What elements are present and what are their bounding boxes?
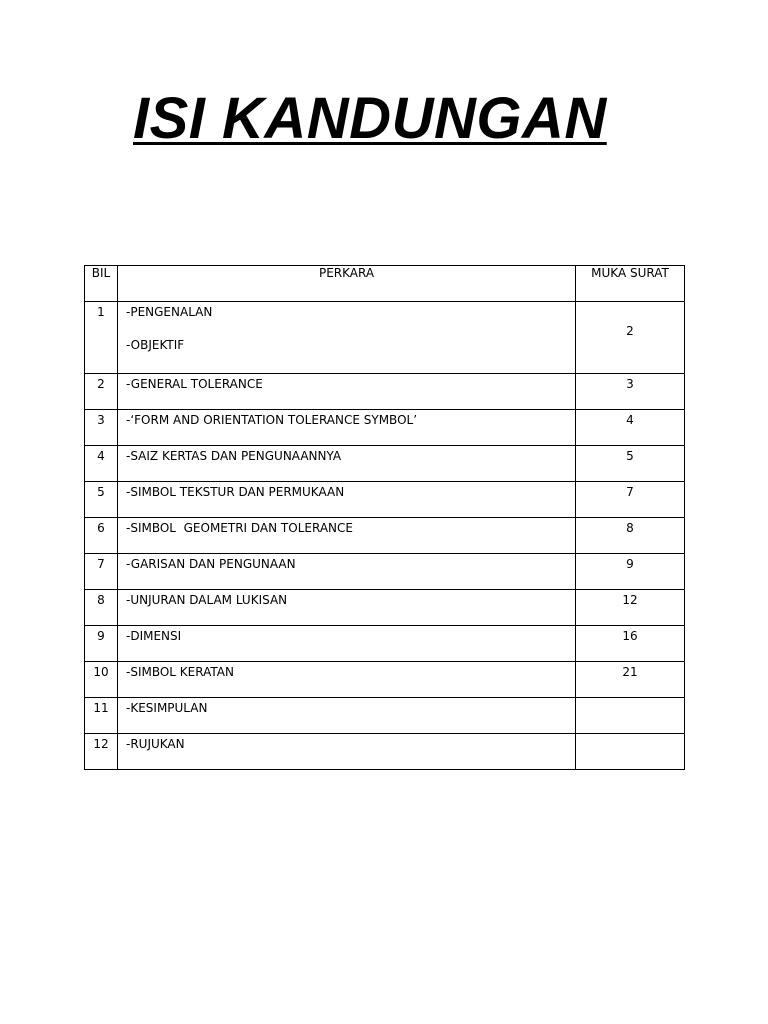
row-number: 7	[85, 554, 118, 590]
row-page-number: 4	[576, 410, 685, 446]
row-number: 12	[85, 734, 118, 770]
table-row	[85, 302, 685, 374]
table-row	[85, 662, 685, 698]
row-page-number: 16	[576, 626, 685, 662]
row-topic: -SIMBOL KERATAN	[118, 662, 576, 698]
row-page-number: 9	[576, 554, 685, 590]
row-page-number: 5	[576, 446, 685, 482]
header-perkara: PERKARA	[118, 266, 576, 302]
row-topic	[118, 302, 576, 374]
row-page-number: 12	[576, 590, 685, 626]
table-row	[85, 374, 685, 410]
row-topic: -RUJUKAN	[118, 734, 576, 770]
row-page-number	[576, 698, 685, 734]
row-number: 4	[85, 446, 118, 482]
table-row	[85, 698, 685, 734]
table-row	[85, 446, 685, 482]
row-topic: -GARISAN DAN PENGUNAAN	[118, 554, 576, 590]
table-of-contents	[84, 265, 685, 770]
table-row	[85, 626, 685, 662]
row-topic-line-2: -OBJEKTIF	[126, 338, 185, 352]
row-topic: -GENERAL TOLERANCE	[118, 374, 576, 410]
row-topic: -UNJURAN DALAM LUKISAN	[118, 590, 576, 626]
table-row	[85, 410, 685, 446]
row-number: 8	[85, 590, 118, 626]
row-page-number: 21	[576, 662, 685, 698]
row-number: 2	[85, 374, 118, 410]
row-number: 11	[85, 698, 118, 734]
row-number: 1	[85, 302, 118, 374]
row-page-number: 3	[576, 374, 685, 410]
row-number: 9	[85, 626, 118, 662]
row-topic: -SIMBOL GEOMETRI DAN TOLERANCE	[118, 518, 576, 554]
row-page-number: 7	[576, 482, 685, 518]
table-row	[85, 734, 685, 770]
table-row	[85, 518, 685, 554]
row-number: 3	[85, 410, 118, 446]
row-topic-line-1: -PENGENALAN	[126, 305, 213, 319]
page-title: ISI KANDUNGAN	[133, 86, 607, 151]
row-topic: -KESIMPULAN	[118, 698, 576, 734]
table-row	[85, 482, 685, 518]
row-number: 10	[85, 662, 118, 698]
row-page-number	[576, 734, 685, 770]
table-row	[85, 554, 685, 590]
row-page-number: 2	[576, 302, 685, 374]
header-bil: BIL	[85, 266, 118, 302]
table-row	[85, 590, 685, 626]
row-page-number: 8	[576, 518, 685, 554]
header-muka-surat: MUKA SURAT	[576, 266, 685, 302]
table-header-row	[85, 266, 685, 302]
row-number: 5	[85, 482, 118, 518]
row-number: 6	[85, 518, 118, 554]
row-topic: -DIMENSI	[118, 626, 576, 662]
row-topic: -‘FORM AND ORIENTATION TOLERANCE SYMBOL’	[118, 410, 576, 446]
row-topic: -SIMBOL TEKSTUR DAN PERMUKAAN	[118, 482, 576, 518]
row-topic: -SAIZ KERTAS DAN PENGUNAANNYA	[118, 446, 576, 482]
